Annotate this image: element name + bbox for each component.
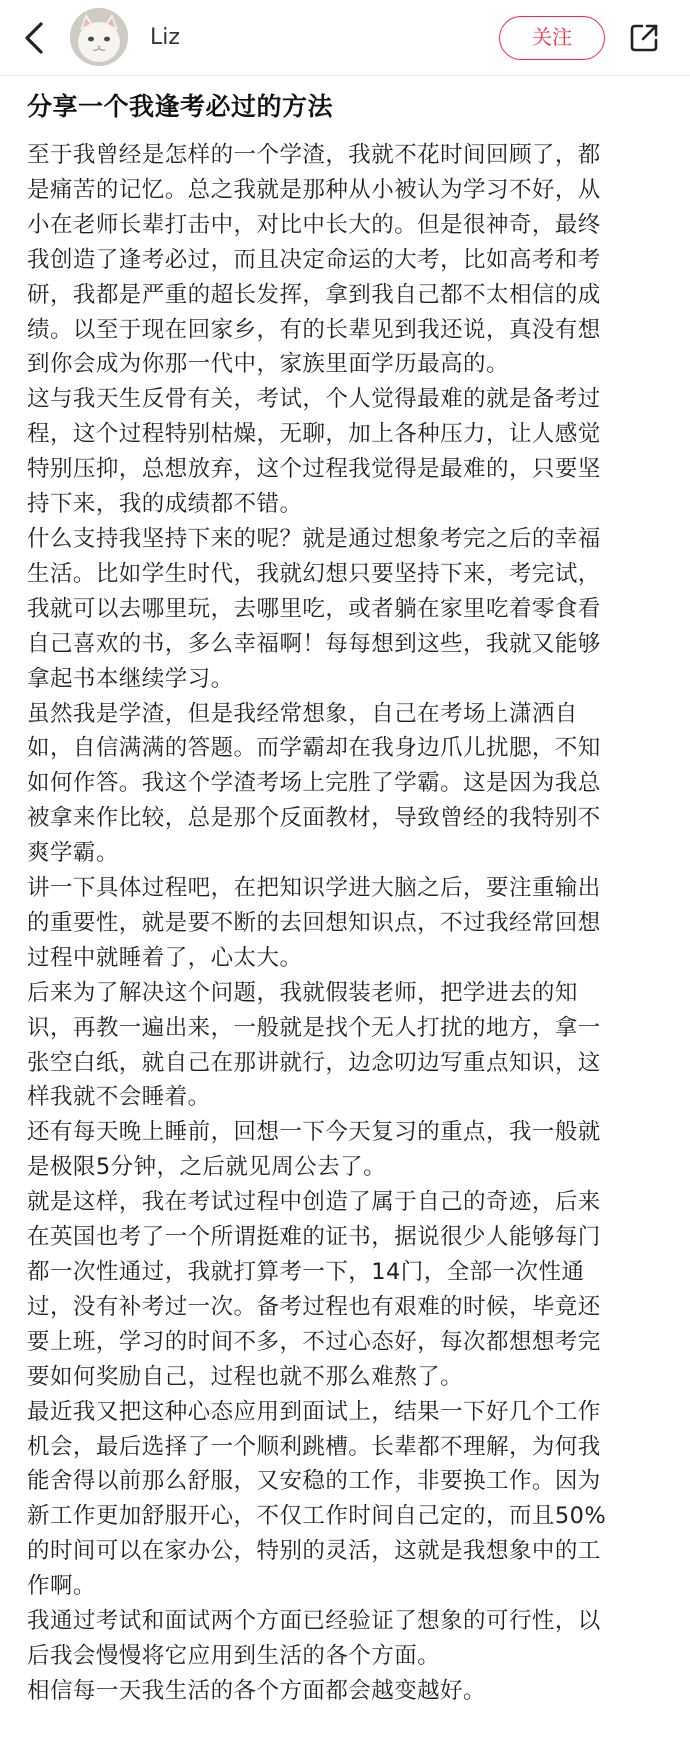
share-out-icon [628,22,660,54]
post-paragraph: 我通过考试和面试两个方面已经验证了想象的可行性，以 后我会慢慢将它应用到生活的各个方面。 [27,1608,601,1669]
post-paragraph: 相信每一天我生活的各个方面都会越变越好。 [27,1677,487,1704]
follow-button[interactable]: 关注 [499,16,605,60]
author-name[interactable]: Liz [150,25,180,50]
post-paragraph: 这与我天生反骨有关，考试，个人觉得最难的就是备考过 程，这个过程特别枯燥，无聊，加上各种压力，让人感觉 特别压抑，总想放弃，这个过程我觉得是最难的，只要坚 持下来，我的成绩都不错。 [27,386,601,518]
post-paragraph: 还有每天晚上睡前，回想一下今天复习的重点，我一般就 是极限5分钟，之后就见周公去了。 [27,1119,601,1181]
post-title: 分享一个我逢考必过的方法 [27,92,334,121]
post-paragraph: 最近我又把这种心态应用到面试上，结果一下好几个工作 机会，最后选择了一个顺利跳槽。长辈都不理解，为何我 能舍得以前那么舒服，又安稳的工作，非要换工作。因为 新工作更加舒服开心，不仅工作时间自己定的，而且50% 的时间可以在家办公，特别的灵活，这就是我想象中的工 作啊。 [27,1398,607,1600]
chevron-left-icon [23,21,45,55]
post-paragraph: 后来为了解决这个问题，我就假装老师，把学进去的知 识，再教一遍出来，一般就是找个无人打扰的地方，拿一 张空白纸，就自己在那讲就行，边念叨边写重点知识，这 样我就不会睡着。 [27,979,601,1111]
post-paragraph: 就是这样，我在考试过程中创造了属于自己的奇迹，后来 在英国也考了一个所谓挺难的证书，据说很少人能够每门 都一次性通过，我就打算考一下，14门，全部一次性通 过，没有补考过一次。备考过程也有艰难的时候，毕竟还 要上班，学习的时间不多，不过心态好，每次都想想考完 要如何奖励自己，过程也就不那么难熬了。 [27,1189,601,1390]
post-content [0,76,675,1709]
top-nav-bar [0,0,690,76]
post-paragraph: 至于我曾经是怎样的一个学渣，我就不花时间回顾了，都 是痛苦的记忆。总之我就是那种从小被认为学习不好，从 小在老师长辈打击中，对比中长大的。但是很神奇，最终 我创造了逢考必过，而且决定命运的大考，比如高考和考 研，我都是严重的超长发挥，拿到我自己都不太相信的成 绩。以至于现在回家乡，有的长辈见到我还说，真没有想 到你会成为你那一代中，家族里面学历最高的。 [27,142,601,378]
post-paragraph: 什么支持我坚持下来的呢？就是通过想象考完之后的幸福 生活。比如学生时代，我就幻想只要坚持下来，考完试， 我就可以去哪里玩，去哪里吃，或者躺在家里吃着零食看 自己喜欢的书，多么幸福啊！每每想到这些，我就又能够 拿起书本继续学习。 [27,525,601,692]
post-paragraph: 虽然我是学渣，但是我经常想象，自己在考场上潇洒自 如，自信满满的答题。而学霸却在我身边爪儿扰腮，不知 如何作答。我这个学渣考场上完胜了学霸。这是因为我总 被拿来作比较，总是那个反面教材，导致曾经的我特别不 爽学霸。 [27,700,601,867]
back-button[interactable] [14,18,54,58]
cat-avatar-icon [70,8,128,66]
share-button[interactable] [624,18,664,58]
post-paragraph: 讲一下具体过程吧，在把知识学进大脑之后，要注重输出 的重要性，就是要不断的去回想知识点，不过我经常回想 过程中就睡着了，心太大。 [27,875,601,971]
avatar[interactable] [70,8,128,66]
